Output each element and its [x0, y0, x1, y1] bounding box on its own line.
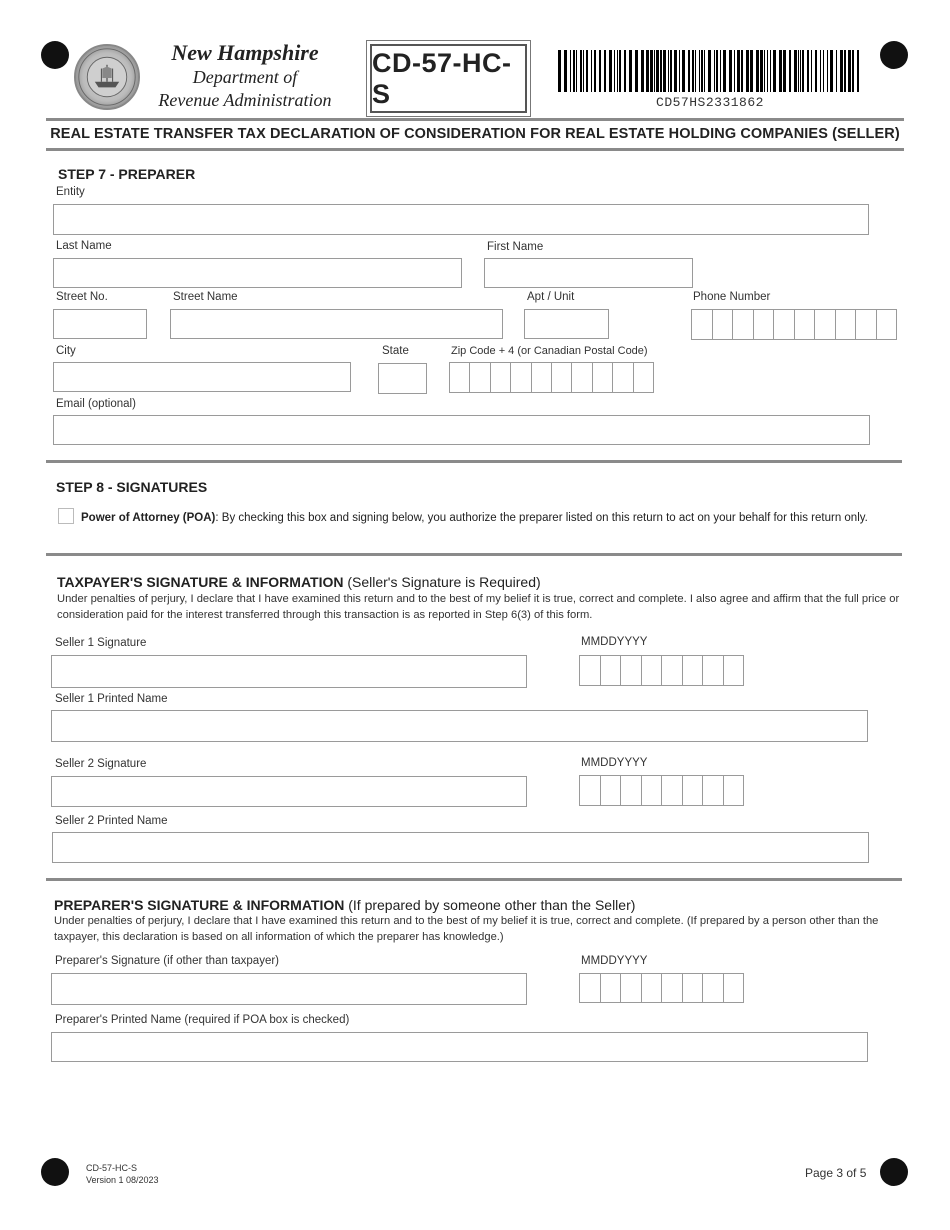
- preparer-heading-note: (If prepared by someone other than the Seller): [344, 897, 636, 913]
- char-cell: [642, 776, 663, 805]
- barcode-bar: [789, 50, 791, 92]
- barcode-bar: [674, 50, 677, 92]
- barcode-bar: [779, 50, 782, 92]
- char-cell: [683, 656, 704, 685]
- char-cell: [703, 656, 724, 685]
- char-cell: [703, 776, 724, 805]
- city-label: City: [56, 345, 76, 357]
- barcode-bar: [663, 50, 666, 92]
- barcode-bar: [701, 50, 703, 92]
- barcode-bar: [811, 50, 812, 92]
- barcode-bar: [641, 50, 644, 92]
- barcode-bar: [576, 50, 577, 92]
- barcode-bar: [820, 50, 821, 92]
- barcode-bar: [773, 50, 776, 92]
- char-cell: [724, 656, 744, 685]
- barcode-bar: [830, 50, 833, 92]
- char-cell: [713, 310, 734, 339]
- barcode-bar: [635, 50, 638, 92]
- char-cell: [470, 363, 490, 392]
- char-cell: [580, 974, 601, 1002]
- header-rule-top: [46, 118, 904, 121]
- step8-divider: [46, 553, 902, 556]
- barcode-bar: [741, 50, 743, 92]
- form-number-box: [370, 44, 527, 113]
- street-name-input[interactable]: [170, 309, 503, 339]
- barcode-bar: [591, 50, 592, 92]
- form-title: REAL ESTATE TRANSFER TAX DECLARATION OF CONSIDERATION FOR REAL ESTATE HOLDING COMPANIES (SELLER): [50, 126, 900, 142]
- form-number: CD-57-HC-S: [372, 47, 512, 109]
- barcode-bar: [827, 50, 828, 92]
- entity-label: Entity: [56, 186, 85, 198]
- char-cell: [703, 974, 724, 1002]
- preparer-printed-name-input[interactable]: [51, 1032, 868, 1062]
- barcode-bar: [737, 50, 740, 92]
- last-name-input[interactable]: [53, 258, 462, 288]
- barcode-text: CD57HS2331862: [656, 95, 764, 110]
- barcode-bar: [723, 50, 726, 92]
- poa-title: Power of Attorney (POA): [81, 512, 216, 524]
- barcode-bar: [654, 50, 655, 92]
- barcode-bar: [580, 50, 582, 92]
- barcode-bar: [720, 50, 721, 92]
- char-cell: [856, 310, 877, 339]
- seller2-signature-label: Seller 2 Signature: [55, 758, 147, 770]
- agency-name: [140, 40, 350, 112]
- char-cell: [642, 974, 663, 1002]
- barcode-bar: [714, 50, 715, 92]
- city-input[interactable]: [53, 362, 351, 392]
- preparer-date-label: MMDDYYYY: [581, 955, 648, 967]
- registration-mark-top-left: [41, 41, 69, 69]
- barcode-bar: [670, 50, 672, 92]
- barcode-bar: [656, 50, 659, 92]
- preparer-heading-bold: PREPARER'S SIGNATURE & INFORMATION: [54, 897, 345, 913]
- char-cell: [683, 974, 704, 1002]
- step8-heading: STEP 8 - SIGNATURES: [56, 479, 208, 495]
- barcode-bar: [646, 50, 649, 92]
- barcode-bar: [558, 50, 561, 92]
- char-cell: [733, 310, 754, 339]
- header-rule-bottom: [46, 148, 904, 151]
- barcode-bar: [660, 50, 662, 92]
- agency-line-2: Department of: [192, 67, 298, 87]
- barcode-bar: [668, 50, 669, 92]
- state-label: State: [382, 345, 409, 357]
- seller1-printed-name-label: Seller 1 Printed Name: [55, 693, 168, 705]
- street-no-label: Street No.: [56, 291, 108, 303]
- zip-code-input[interactable]: [449, 362, 654, 393]
- barcode-bar: [692, 50, 694, 92]
- footer-form-id: CD-57-HC-S: [86, 1163, 138, 1173]
- footer-form-info: [86, 1162, 159, 1186]
- barcode-bar: [760, 50, 763, 92]
- preparer-section-heading: [54, 897, 635, 913]
- char-cell: [572, 363, 592, 392]
- seller2-printed-name-label: Seller 2 Printed Name: [55, 815, 168, 827]
- street-name-label: Street Name: [173, 291, 238, 303]
- footer-version: Version 1 08/2023: [86, 1175, 159, 1185]
- street-no-input[interactable]: [53, 309, 147, 339]
- barcode-bar: [570, 50, 571, 92]
- char-cell: [724, 974, 744, 1002]
- taxpayer-heading-note: (Seller's Signature is Required): [343, 574, 541, 590]
- barcode-bar: [798, 50, 799, 92]
- barcode-bar: [840, 50, 843, 92]
- barcode-bar: [848, 50, 851, 92]
- char-cell: [634, 363, 653, 392]
- barcode-bar: [844, 50, 846, 92]
- barcode-bar: [857, 50, 859, 92]
- barcode-bar: [604, 50, 606, 92]
- seller1-date-label: MMDDYYYY: [581, 636, 648, 648]
- char-cell: [621, 656, 642, 685]
- barcode-bar: [629, 50, 632, 92]
- taxpayer-declaration: Under penalties of perjury, I declare that I have examined this return and to the best of my belief it is true, correct and complete. I also agree and affirm that the full price or consideration paid for the interest transferred through this transaction is as reported in Step 6(3) of this form.: [57, 593, 900, 621]
- preparer-declaration: Under penalties of perjury, I declare that I have examined this return and to the best of my belief it is true, correct and complete. (If prepared by a person other than the taxpayer, this declaration is based on all information of which the preparer has knowledge.): [54, 915, 879, 943]
- barcode-bar: [624, 50, 626, 92]
- state-input[interactable]: [378, 363, 427, 394]
- char-cell: [662, 776, 683, 805]
- barcode-bar: [794, 50, 797, 92]
- char-cell: [662, 656, 683, 685]
- char-cell: [683, 776, 704, 805]
- barcode-bar: [767, 50, 768, 92]
- char-cell: [613, 363, 633, 392]
- phone-number-input[interactable]: [691, 309, 897, 340]
- registration-mark-bottom-left: [41, 1158, 69, 1186]
- barcode-bar: [823, 50, 824, 92]
- apt-unit-input[interactable]: [524, 309, 609, 339]
- char-cell: [754, 310, 775, 339]
- barcode-bar: [650, 50, 653, 92]
- barcode-bar: [836, 50, 837, 92]
- char-cell: [580, 656, 601, 685]
- barcode-bar: [807, 50, 809, 92]
- poa-text: : By checking this box and signing below, you authorize the preparer listed on this return to act on your behalf for this return only.: [215, 512, 868, 524]
- barcode-bar: [564, 50, 567, 92]
- email-label: Email (optional): [56, 398, 136, 410]
- preparer-signature-input[interactable]: [51, 973, 527, 1005]
- agency-line-3: Revenue Administration: [158, 90, 332, 110]
- char-cell: [621, 974, 642, 1002]
- taxpayer-divider: [46, 878, 902, 881]
- poa-statement: [81, 510, 881, 526]
- barcode-bar: [770, 50, 771, 92]
- registration-mark-bottom-right: [880, 1158, 908, 1186]
- preparer-signature-label: Preparer's Signature (if other than taxpayer): [55, 955, 280, 967]
- phone-number-label: Phone Number: [693, 291, 771, 303]
- barcode-bar: [800, 50, 801, 92]
- char-cell: [450, 363, 470, 392]
- zip-code-label: Zip Code + 4 (or Canadian Postal Code): [451, 345, 648, 357]
- char-cell: [642, 656, 663, 685]
- registration-mark-top-right: [880, 41, 908, 69]
- seller2-date-label: MMDDYYYY: [581, 757, 648, 769]
- barcode-bar: [682, 50, 685, 92]
- barcode-bar: [583, 50, 584, 92]
- char-cell: [692, 310, 713, 339]
- seller2-printed-name-input[interactable]: [52, 832, 869, 863]
- char-cell: [815, 310, 836, 339]
- barcode-bar: [734, 50, 735, 92]
- char-cell: [491, 363, 511, 392]
- barcode-bar: [852, 50, 854, 92]
- email-input[interactable]: [53, 415, 870, 445]
- apt-unit-label: Apt / Unit: [527, 291, 575, 303]
- barcode-bar: [586, 50, 588, 92]
- seller2-signature-input[interactable]: [51, 776, 527, 807]
- char-cell: [601, 776, 622, 805]
- barcode-bar: [688, 50, 690, 92]
- char-cell: [593, 363, 613, 392]
- char-cell: [621, 776, 642, 805]
- barcode-bar: [802, 50, 804, 92]
- page-number: Page 3 of 5: [805, 1166, 867, 1180]
- barcode-bar: [599, 50, 601, 92]
- barcode-bar: [679, 50, 680, 92]
- seller1-date-input[interactable]: [579, 655, 744, 686]
- barcode-bar: [716, 50, 718, 92]
- first-name-label: First Name: [487, 241, 544, 253]
- preparer-printed-name-label: Preparer's Printed Name (required if POA box is checked): [55, 1014, 350, 1026]
- barcode-bar: [783, 50, 786, 92]
- char-cell: [511, 363, 531, 392]
- barcode-bar: [815, 50, 817, 92]
- char-cell: [532, 363, 552, 392]
- char-cell: [774, 310, 795, 339]
- preparer-date-input[interactable]: [579, 973, 744, 1003]
- step7-heading: STEP 7 - PREPARER: [58, 166, 196, 182]
- seller1-signature-input[interactable]: [51, 655, 527, 688]
- char-cell: [601, 656, 622, 685]
- seller1-printed-name-input[interactable]: [51, 710, 868, 742]
- taxpayer-section-heading: [57, 574, 541, 590]
- char-cell: [795, 310, 816, 339]
- barcode-bar: [729, 50, 732, 92]
- char-cell: [601, 974, 622, 1002]
- char-cell: [662, 974, 683, 1002]
- state-seal-logo: [74, 44, 140, 110]
- first-name-input[interactable]: [484, 258, 693, 288]
- barcode-bar: [614, 50, 615, 92]
- barcode-bar: [699, 50, 700, 92]
- barcode-bar: [756, 50, 759, 92]
- char-cell: [877, 310, 897, 339]
- poa-checkbox[interactable]: [58, 508, 74, 524]
- barcode: [558, 50, 862, 92]
- barcode-bar: [594, 50, 596, 92]
- barcode-bar: [617, 50, 618, 92]
- barcode-bar: [619, 50, 621, 92]
- entity-input[interactable]: [53, 204, 869, 235]
- step7-divider: [46, 460, 902, 463]
- barcode-bar: [764, 50, 765, 92]
- char-cell: [552, 363, 572, 392]
- agency-line-1: New Hampshire: [171, 40, 319, 65]
- seller2-date-input[interactable]: [579, 775, 744, 806]
- barcode-bar: [708, 50, 711, 92]
- barcode-bar: [695, 50, 696, 92]
- char-cell: [724, 776, 744, 805]
- char-cell: [836, 310, 857, 339]
- taxpayer-heading-bold: TAXPAYER'S SIGNATURE & INFORMATION: [57, 574, 344, 590]
- char-cell: [580, 776, 601, 805]
- barcode-bar: [609, 50, 612, 92]
- last-name-label: Last Name: [56, 240, 112, 252]
- barcode-bar: [573, 50, 575, 92]
- seller1-signature-label: Seller 1 Signature: [55, 637, 147, 649]
- barcode-bar: [746, 50, 749, 92]
- barcode-bar: [704, 50, 705, 92]
- barcode-bar: [750, 50, 753, 92]
